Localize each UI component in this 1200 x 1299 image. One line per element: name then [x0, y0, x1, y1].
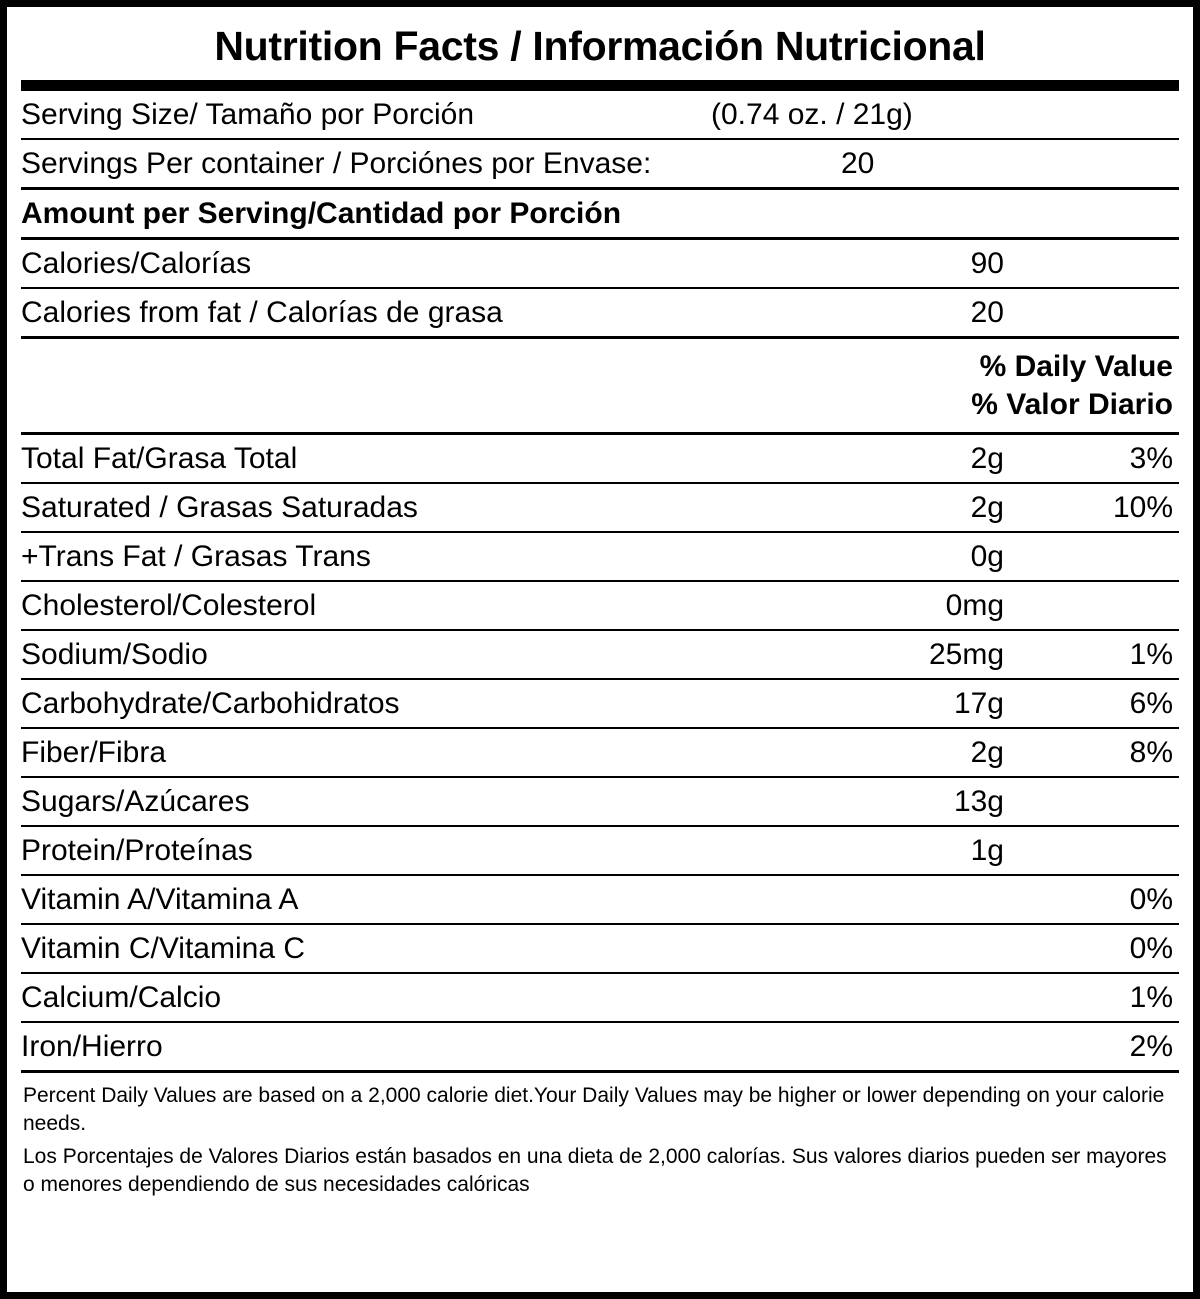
nutrient-row-carbohydrate [21, 680, 1179, 727]
nutrient-amount: 0g [970, 540, 1004, 573]
amount-per-serving-row [21, 190, 1179, 237]
serving-size-label: Serving Size/ Tamaño por Porción [21, 98, 475, 131]
serving-size-value: (0.74 oz. / 21g) [711, 98, 913, 131]
nutrient-dv: 0% [1129, 932, 1173, 965]
nutrient-row-protein [21, 827, 1179, 874]
servings-per-container-row [21, 140, 1179, 187]
amount-per-serving-label: Amount per Serving/Cantidad por Porción [21, 197, 622, 230]
nutrient-dv: 1% [1129, 638, 1173, 671]
nutrient-name: Calcium/Calcio [21, 981, 222, 1014]
nutrient-row-sugars [21, 778, 1179, 825]
nutrient-dv: 6% [1129, 687, 1173, 720]
serving-size-row [21, 91, 1179, 138]
calories-from-fat-label: Calories from fat / Calorías de grasa [21, 296, 503, 329]
nutrient-amount: 17g [953, 687, 1004, 720]
page-title: Nutrition Facts / Información Nutricional [214, 23, 986, 69]
footnote-block [21, 1073, 1179, 1199]
nutrient-name: Vitamin A/Vitamina A [21, 883, 299, 916]
nutrient-row-calcium [21, 974, 1179, 1021]
nutrient-amount: 2g [970, 442, 1004, 475]
nutrient-name: Sugars/Azúcares [21, 785, 250, 818]
nutrient-row-saturated-fat [21, 484, 1179, 531]
nutrient-name: Carbohydrate/Carbohidratos [21, 687, 400, 720]
calories-label: Calories/Calorías [21, 247, 252, 280]
nutrient-amount: 1g [970, 834, 1004, 867]
nutrient-row-cholesterol [21, 582, 1179, 629]
nutrient-row-vitamin-a [21, 876, 1179, 923]
nutrient-dv: 1% [1129, 981, 1173, 1014]
nutrient-amount: 2g [970, 491, 1004, 524]
nutrient-row-sodium [21, 631, 1179, 678]
nutrient-amount: 13g [953, 785, 1004, 818]
nutrient-name: Iron/Hierro [21, 1030, 163, 1063]
nutrient-name: Protein/Proteínas [21, 834, 253, 867]
nutrient-row-iron [21, 1023, 1179, 1070]
servings-per-container-value: 20 [841, 147, 875, 180]
nutrient-row-trans-fat [21, 533, 1179, 580]
nutrient-dv: 3% [1129, 442, 1173, 475]
nutrient-name: +Trans Fat / Grasas Trans [21, 540, 371, 573]
calories-from-fat-row [21, 289, 1179, 336]
nutrient-row-total-fat [21, 435, 1179, 482]
nutrient-name: Vitamin C/Vitamina C [21, 932, 306, 965]
footnote-english: Percent Daily Values are based on a 2,000 calorie diet.Your Daily Values may be higher or lower depending on your calorie needs. [23, 1084, 1165, 1135]
nutrient-amount: 25mg [928, 638, 1004, 671]
nutrient-row-fiber [21, 729, 1179, 776]
nutrient-dv: 10% [1112, 491, 1173, 524]
nutrient-name: Fiber/Fibra [21, 736, 167, 769]
footnote-spanish: Los Porcentajes de Valores Diarios están basados en una dieta de 2,000 calorías. Sus valores diarios pueden ser mayores o menores dependiendo de sus necesidades calóricas [23, 1145, 1167, 1197]
nutrient-name: Sodium/Sodio [21, 638, 208, 671]
nutrient-name: Total Fat/Grasa Total [21, 442, 298, 475]
nutrient-name: Cholesterol/Colesterol [21, 589, 317, 622]
daily-value-header-es: % Valor Diario [971, 388, 1173, 421]
daily-value-header-en: % Daily Value [979, 350, 1173, 383]
nutrient-dv: 8% [1129, 736, 1173, 769]
nutrient-name: Saturated / Grasas Saturadas [21, 491, 418, 524]
nutrient-amount: 2g [970, 736, 1004, 769]
calories-from-fat-value: 20 [970, 296, 1004, 329]
divider-thick-top [21, 80, 1179, 91]
calories-row [21, 240, 1179, 287]
calories-value: 90 [970, 247, 1004, 280]
servings-per-container-label: Servings Per container / Porciónes por Envase: [21, 147, 652, 180]
nutrient-amount: 0mg [945, 589, 1004, 622]
nutrient-dv: 2% [1129, 1030, 1173, 1063]
nutrient-row-vitamin-c [21, 925, 1179, 972]
nutrient-dv: 0% [1129, 883, 1173, 916]
